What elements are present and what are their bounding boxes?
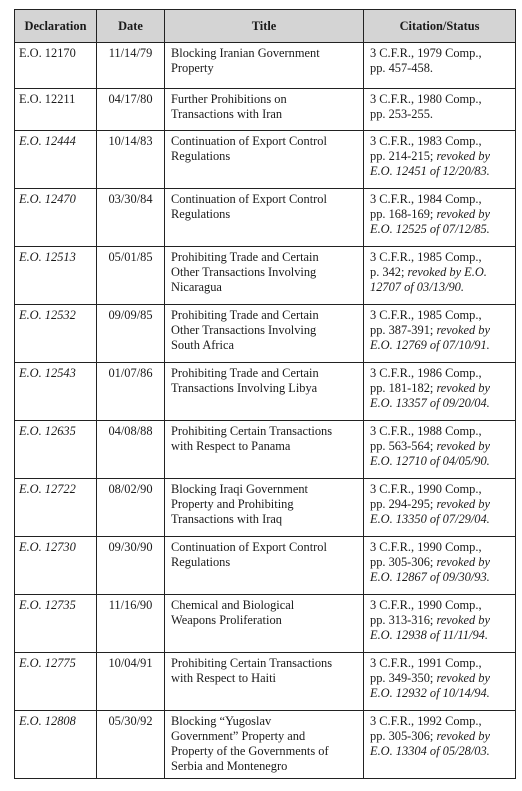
title-line: Other Transactions Involving <box>171 265 317 279</box>
title-line: Prohibiting Trade and Certain <box>171 366 319 380</box>
citation-line <box>370 686 511 701</box>
title-line: Regulations <box>171 207 231 221</box>
table-row <box>15 479 516 537</box>
title-line: Nicaragua <box>171 280 222 294</box>
table-row <box>15 653 516 711</box>
citation-text: pp. 253-255. <box>370 107 433 121</box>
table-row <box>15 89 516 131</box>
citation-text: pp. 168-169; <box>370 207 437 221</box>
citation-text: 3 C.F.R., 1986 Comp., <box>370 366 482 380</box>
citation-line <box>370 134 511 149</box>
title-line: Property of the Governments of <box>171 744 329 758</box>
cell-declaration: E.O. 12635 <box>15 421 97 479</box>
title-line: Property <box>171 61 214 75</box>
revocation-text: revoked by <box>436 149 490 163</box>
cell-citation-status <box>364 479 516 537</box>
revocation-text: E.O. 12451 of 12/20/83. <box>370 164 490 178</box>
cell-date: 04/08/88 <box>97 421 165 479</box>
title-line: Prohibiting Trade and Certain <box>171 250 319 264</box>
citation-text: 3 C.F.R., 1979 Comp., <box>370 46 482 60</box>
revocation-text: revoked by <box>436 323 490 337</box>
cell-title <box>165 131 364 189</box>
citation-line <box>370 512 511 527</box>
cell-citation-status <box>364 305 516 363</box>
cell-title <box>165 479 364 537</box>
title-line: Transactions Involving Libya <box>171 381 318 395</box>
cell-declaration: E.O. 12543 <box>15 363 97 421</box>
title-line: Government” Property and <box>171 729 306 743</box>
citation-text: 3 C.F.R., 1992 Comp., <box>370 714 482 728</box>
revocation-text: E.O. 12867 of 09/30/93. <box>370 570 490 584</box>
cell-date: 11/16/90 <box>97 595 165 653</box>
citation-line <box>370 222 511 237</box>
citation-line <box>370 164 511 179</box>
citation-line <box>370 280 511 295</box>
citation-line <box>370 61 511 76</box>
title-line: with Respect to Panama <box>171 439 291 453</box>
citation-line <box>370 308 511 323</box>
citation-text: 3 C.F.R., 1990 Comp., <box>370 598 482 612</box>
title-line: Blocking “Yugoslav <box>171 714 272 728</box>
citation-line <box>370 396 511 411</box>
citation-line <box>370 744 511 759</box>
citation-line <box>370 366 511 381</box>
citation-text: 3 C.F.R., 1988 Comp., <box>370 424 482 438</box>
cell-title <box>165 305 364 363</box>
citation-line <box>370 555 511 570</box>
cell-declaration: E.O. 12775 <box>15 653 97 711</box>
citation-text: pp. 563-564; <box>370 439 437 453</box>
title-line: Chemical and Biological <box>171 598 295 612</box>
citation-line <box>370 46 511 61</box>
citation-text: pp. 349-350; <box>370 671 437 685</box>
cell-title <box>165 363 364 421</box>
header-declaration: Declaration <box>15 10 97 43</box>
cell-title <box>165 537 364 595</box>
table-row <box>15 189 516 247</box>
cell-date: 10/04/91 <box>97 653 165 711</box>
cell-date: 05/01/85 <box>97 247 165 305</box>
cell-declaration: E.O. 12735 <box>15 595 97 653</box>
citation-text: pp. 305-306; <box>370 555 437 569</box>
header-citation-status: Citation/Status <box>364 10 516 43</box>
citation-line <box>370 598 511 613</box>
revocation-text: revoked by <box>436 207 490 221</box>
cell-date: 03/30/84 <box>97 189 165 247</box>
citation-line <box>370 424 511 439</box>
cell-citation-status <box>364 595 516 653</box>
citation-line <box>370 714 511 729</box>
table-row <box>15 43 516 89</box>
cell-declaration: E.O. 12211 <box>15 89 97 131</box>
citation-text: 3 C.F.R., 1984 Comp., <box>370 192 482 206</box>
citation-text: pp. 214-215; <box>370 149 437 163</box>
title-line: Transactions with Iraq <box>171 512 283 526</box>
table-row <box>15 363 516 421</box>
cell-title <box>165 189 364 247</box>
title-line: Blocking Iranian Government <box>171 46 320 60</box>
header-row <box>15 10 516 43</box>
title-line: Prohibiting Certain Transactions <box>171 424 333 438</box>
title-line: Transactions with Iran <box>171 107 283 121</box>
revocation-text: revoked by <box>436 439 490 453</box>
citation-line <box>370 107 511 122</box>
cell-title <box>165 711 364 779</box>
revocation-text: revoked by <box>436 497 490 511</box>
cell-date: 04/17/80 <box>97 89 165 131</box>
citation-line <box>370 92 511 107</box>
cell-declaration: E.O. 12730 <box>15 537 97 595</box>
citation-line <box>370 540 511 555</box>
cell-declaration: E.O. 12722 <box>15 479 97 537</box>
title-line: Prohibiting Trade and Certain <box>171 308 319 322</box>
citation-text: pp. 181-182; <box>370 381 437 395</box>
cell-date: 09/30/90 <box>97 537 165 595</box>
citation-line <box>370 570 511 585</box>
cell-date: 01/07/86 <box>97 363 165 421</box>
citation-line <box>370 192 511 207</box>
revocation-text: E.O. 13357 of 09/20/04. <box>370 396 490 410</box>
title-line: Continuation of Export Control <box>171 134 327 148</box>
citation-line <box>370 656 511 671</box>
cell-citation-status <box>364 131 516 189</box>
cell-citation-status <box>364 43 516 89</box>
cell-date: 09/09/85 <box>97 305 165 363</box>
table-row <box>15 711 516 779</box>
title-line: Weapons Proliferation <box>171 613 282 627</box>
revocation-text: revoked by E.O. <box>407 265 487 279</box>
title-line: Prohibiting Certain Transactions <box>171 656 333 670</box>
cell-citation-status <box>364 537 516 595</box>
table-body <box>15 43 516 779</box>
revocation-text: revoked by <box>436 555 490 569</box>
title-line: Further Prohibitions on <box>171 92 287 106</box>
title-line: Continuation of Export Control <box>171 192 327 206</box>
cell-title <box>165 43 364 89</box>
title-line: Blocking Iraqi Government <box>171 482 308 496</box>
cell-declaration: E.O. 12532 <box>15 305 97 363</box>
title-line: South Africa <box>171 338 234 352</box>
cell-date: 05/30/92 <box>97 711 165 779</box>
cell-citation-status <box>364 247 516 305</box>
cell-citation-status <box>364 421 516 479</box>
revocation-text: revoked by <box>436 671 490 685</box>
citation-line <box>370 381 511 396</box>
citation-text: 3 C.F.R., 1983 Comp., <box>370 134 482 148</box>
revocation-text: E.O. 12710 of 04/05/90. <box>370 454 490 468</box>
table-row <box>15 247 516 305</box>
table-row <box>15 421 516 479</box>
title-line: Serbia and Montenegro <box>171 759 288 773</box>
citation-text: 3 C.F.R., 1985 Comp., <box>370 308 482 322</box>
cell-date: 11/14/79 <box>97 43 165 89</box>
citation-text: 3 C.F.R., 1980 Comp., <box>370 92 482 106</box>
revocation-text: E.O. 12769 of 07/10/91. <box>370 338 490 352</box>
title-line: Other Transactions Involving <box>171 323 317 337</box>
cell-citation-status <box>364 363 516 421</box>
cell-title <box>165 595 364 653</box>
revocation-text: 12707 of 03/13/90. <box>370 280 464 294</box>
citation-line <box>370 482 511 497</box>
cell-title <box>165 247 364 305</box>
revocation-text: E.O. 13304 of 05/28/03. <box>370 744 490 758</box>
citation-line <box>370 265 511 280</box>
cell-title <box>165 653 364 711</box>
citation-text: 3 C.F.R., 1990 Comp., <box>370 540 482 554</box>
table-row <box>15 131 516 189</box>
citation-text: 3 C.F.R., 1985 Comp., <box>370 250 482 264</box>
citation-text: p. 342; <box>370 265 408 279</box>
cell-date: 08/02/90 <box>97 479 165 537</box>
citation-text: 3 C.F.R., 1991 Comp., <box>370 656 482 670</box>
title-line: Regulations <box>171 149 231 163</box>
revocation-text: E.O. 13350 of 07/29/04. <box>370 512 490 526</box>
revocation-text: E.O. 12938 of 11/11/94. <box>370 628 488 642</box>
header-date: Date <box>97 10 165 43</box>
cell-date: 10/14/83 <box>97 131 165 189</box>
title-line: Regulations <box>171 555 231 569</box>
citation-text: pp. 305-306; <box>370 729 437 743</box>
cell-declaration: E.O. 12808 <box>15 711 97 779</box>
cell-citation-status <box>364 189 516 247</box>
cell-citation-status <box>364 653 516 711</box>
revocation-text: revoked by <box>436 613 490 627</box>
citation-text: pp. 313-316; <box>370 613 437 627</box>
citation-text: pp. 294-295; <box>370 497 437 511</box>
citation-line <box>370 207 511 222</box>
title-line: with Respect to Haiti <box>171 671 276 685</box>
cell-citation-status <box>364 711 516 779</box>
citation-line <box>370 250 511 265</box>
citation-line <box>370 628 511 643</box>
revocation-text: revoked by <box>436 729 490 743</box>
header-title: Title <box>165 10 364 43</box>
cell-title <box>165 89 364 131</box>
citation-text: 3 C.F.R., 1990 Comp., <box>370 482 482 496</box>
cell-declaration: E.O. 12470 <box>15 189 97 247</box>
cell-title <box>165 421 364 479</box>
citation-line <box>370 497 511 512</box>
revocation-text: E.O. 12932 of 10/14/94. <box>370 686 490 700</box>
citation-line <box>370 439 511 454</box>
revocation-text: revoked by <box>436 381 490 395</box>
cell-declaration: E.O. 12513 <box>15 247 97 305</box>
revocation-text: E.O. 12525 of 07/12/85. <box>370 222 490 236</box>
citation-line <box>370 454 511 469</box>
cell-declaration: E.O. 12170 <box>15 43 97 89</box>
title-line: Property and Prohibiting <box>171 497 294 511</box>
citation-line <box>370 613 511 628</box>
citation-line <box>370 149 511 164</box>
citation-line <box>370 671 511 686</box>
citation-text: pp. 387-391; <box>370 323 437 337</box>
table-row <box>15 305 516 363</box>
table-row <box>15 537 516 595</box>
table-row <box>15 595 516 653</box>
citation-line <box>370 338 511 353</box>
declarations-table <box>14 9 516 779</box>
cell-declaration: E.O. 12444 <box>15 131 97 189</box>
citation-text: pp. 457-458. <box>370 61 433 75</box>
citation-line <box>370 323 511 338</box>
title-line: Continuation of Export Control <box>171 540 327 554</box>
citation-line <box>370 729 511 744</box>
cell-citation-status <box>364 89 516 131</box>
